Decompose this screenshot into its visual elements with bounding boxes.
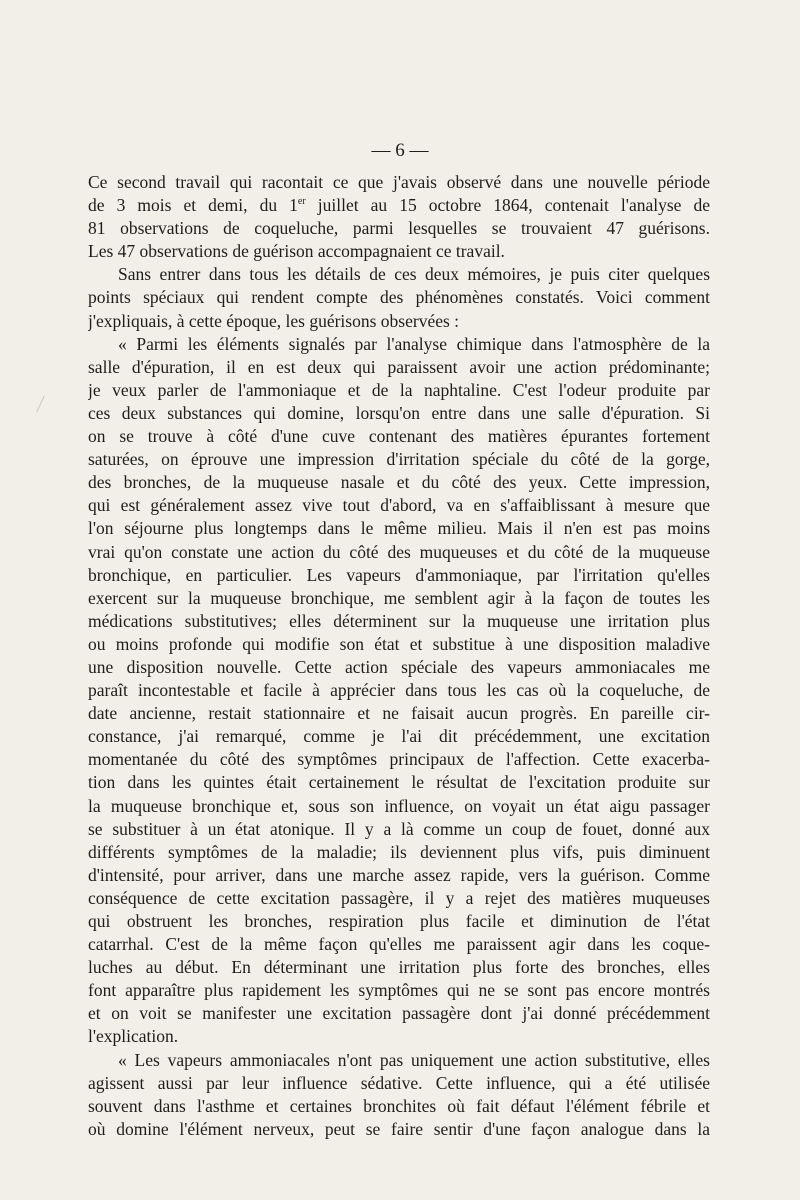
text-segment: juillet au 15 octobre 1864, contenait l'analyse de [305,195,710,216]
text-line: ou moins profonde qui modifie son état et substitue à une disposition maladive [88,633,710,654]
text-line: l'on séjourne plus longtemps dans le même milieu. Mais il n'en est pas moins [88,518,710,539]
text-line: la muqueuse bronchique et, sous son influence, on voyait un état aigu passager [88,795,710,816]
text-segment: de 3 mois et demi, du 1 [88,195,298,216]
text-line: « Les vapeurs ammoniacales n'ont pas uniquement une action substitutive, elles [118,1049,710,1070]
text-line: des bronches, de la muqueuse nasale et du côté des yeux. Cette impression, [88,472,710,493]
text-line: bronchique, en particulier. Les vapeurs d'ammoniaque, par l'irritation qu'elles [88,564,710,585]
text-line: agissent aussi par leur influence sédative. Cette influence, qui a été utilisée [88,1072,710,1093]
text-line: l'explication. [88,1026,179,1047]
text-line: paraît incontestable et facile à apprécier dans tous les cas où la coqueluche, de [88,680,710,701]
text-line: font apparaître plus rapidement les symptômes qui ne se sont pas encore montrés [88,980,710,1001]
text-line: se substituer à un état atonique. Il y a là comme un coup de fouet, donné aux [88,818,710,839]
text-line: 81 observations de coqueluche, parmi lesquelles se trouvaient 47 guérisons. [88,218,710,239]
text-line: points spéciaux qui rendent compte des phénomènes constatés. Voici comment [88,287,710,308]
text-line: je veux parler de l'ammoniaque et de la naphtaline. C'est l'odeur produite par [88,379,710,400]
ordinal-superscript: er [297,196,306,208]
page-number: — 6 — [371,140,429,161]
text-line: et on voit se manifester une excitation passagère dont j'ai donné précédemment [88,1003,710,1024]
text-line: « Parmi les éléments signalés par l'analyse chimique dans l'atmosphère de la [118,333,710,354]
text-line: constance, j'ai remarqué, comme je l'ai dit précédemment, une excitation [88,726,710,747]
text-line: tion dans les quintes était certainement le résultat de l'excitation produite sur [88,772,710,793]
text-line: saturées, on éprouve une impression d'irritation spéciale du côté de la gorge, [88,449,710,470]
text-line: vrai qu'on constate une action du côté des muqueuses et du côté de la muqueuse [88,541,710,562]
text-line: Ce second travail qui racontait ce que j'avais observé dans une nouvelle période [88,172,710,192]
scan-mark [36,396,45,413]
text-line: salle d'épuration, il en est deux qui paraissent avoir une action prédominante; [88,356,710,377]
text-line: différents symptômes de la maladie; ils deviennent plus vifs, puis diminuent [88,841,710,862]
text-line: date ancienne, restait stationnaire et ne faisait aucun progrès. En pareille cir- [88,703,710,724]
text-line: momentanée du côté des symptômes principaux de l'affection. Cette exacerba- [88,749,710,770]
text-line: médications substitutives; elles déterminent sur la muqueuse une irritation plus [88,610,710,631]
text-line: Les 47 observations de guérison accompagnaient ce travail. [88,241,505,262]
text-line: d'intensité, pour arriver, dans une marche assez rapide, vers la guérison. Comme [88,864,710,885]
body-text [88,171,710,1141]
text-line: qui obstruent les bronches, respiration plus facile et diminution de l'état [88,911,710,931]
text-line: conséquence de cette excitation passagère, il y a rejet des matières muqueuses [88,887,710,908]
text-line: exercent sur la muqueuse bronchique, me semblent agir à la façon de toutes les [88,587,710,608]
text-line: Sans entrer dans tous les détails de ces deux mémoires, je puis citer quelques [118,264,710,285]
text-line: une disposition nouvelle. Cette action spéciale des vapeurs ammoniacales me [88,656,710,677]
text-line: souvent dans l'asthme et certaines bronchites où fait défaut l'élément fébrile et [88,1095,710,1116]
text-line: où domine l'élément nerveux, peut se faire sentir d'une façon analogue dans la [88,1118,710,1139]
text-line: luches au début. En déterminant une irritation plus forte des bronches, elles [88,957,710,978]
text-line: ces deux substances qui domine, lorsqu'on entre dans une salle d'épuration. Si [88,402,710,423]
text-line: qui est généralement assez vive tout d'abord, va en s'affaiblissant à mesure que [88,495,710,516]
text-line: catarrhal. C'est de la même façon qu'elles me paraissent agir dans les coque- [88,934,710,955]
text-line [88,194,710,217]
text-line: j'expliquais, à cette époque, les guérisons observées : [88,310,460,331]
text-line: on se trouve à côté d'une cuve contenant des matières épurantes fortement [88,426,710,447]
